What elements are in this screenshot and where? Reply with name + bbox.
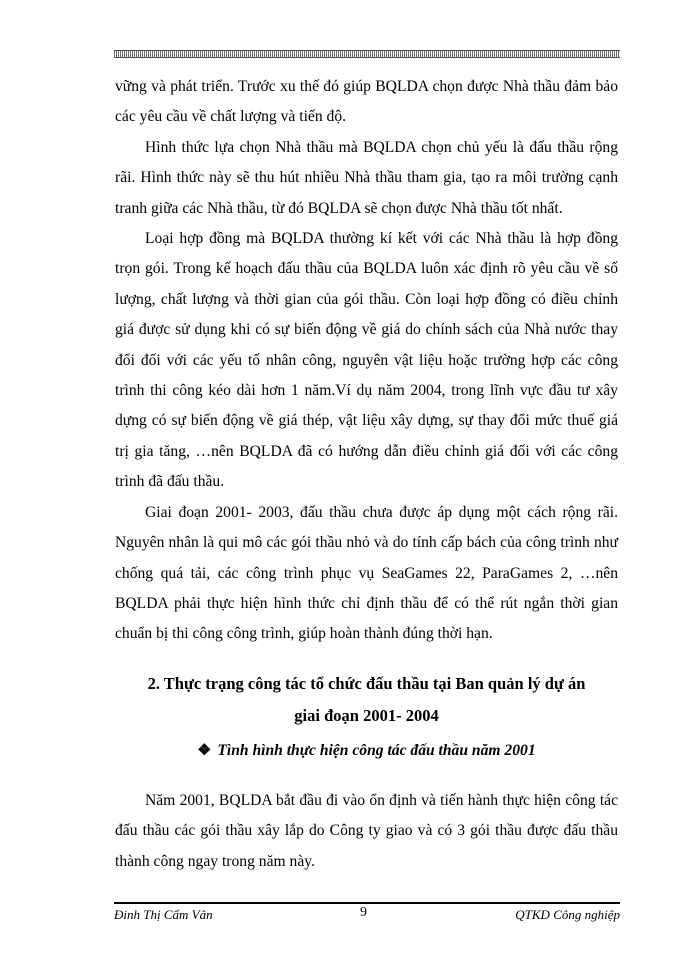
- paragraph-selection-method: Hình thức lựa chọn Nhà thầu mà BQLDA chọn chủ yếu là đấu thầu rộng rãi. Hình thức này sẽ thu hút nhiều Nhà thầu tham gia, tạo ra môi trường cạnh tranh giữa các Nhà thầu, từ đó BQLDA sẽ chọn được Nhà thầu tốt nhất.: [115, 138, 618, 217]
- subsection-heading: [115, 736, 618, 766]
- header-rule: [114, 50, 620, 58]
- footer-page-number: 9: [360, 905, 367, 920]
- footer-department: QTKD Công nghiệp: [515, 907, 620, 922]
- paragraph-continuation: vững và phát triển. Trước xu thế đó giúp BQLDA chọn được Nhà thầu đảm bảo các yêu cầu về chất lượng và tiến độ.: [115, 78, 618, 126]
- paragraph-period-2001-2003: Giai đoạn 2001- 2003, đấu thầu chưa được áp dụng một cách rộng rãi. Nguyên nhân là qui mô các gói thầu nhỏ và do tính cấp bách của công trình như chống quá tải, các công trình phục vụ SeaGames 22, ParaGames 2, …nên BQLDA phải thực hiện hình thức chỉ định thầu để có thể rút ngắn thời gian chuẩn bị thi công công trình, giúp hoàn thành đúng thời hạn.: [115, 503, 618, 643]
- footer-rule: [114, 902, 620, 904]
- page-body: [115, 72, 618, 877]
- page-footer: [114, 907, 620, 927]
- section-heading-line-2: giai đoạn 2001- 2004: [294, 705, 439, 725]
- section-heading-line-1: 2. Thực trạng công tác tổ chức đấu thầu tại Ban quản lý dự án: [147, 673, 586, 693]
- diamond-bullet-icon: ❖: [197, 741, 212, 759]
- footer-author: Đinh Thị Cẩm Vân: [114, 907, 213, 922]
- section-heading: [115, 668, 618, 732]
- subsection-heading-text: Tình hình thực hiện công tác đấu thầu năm 2001: [217, 741, 536, 759]
- paragraph-contract-type: Loại hợp đồng mà BQLDA thường kí kết với các Nhà thầu là hợp đồng trọn gói. Trong kế hoạch đấu thầu của BQLDA luôn xác định rõ yêu cầu về số lượng, chất lượng và thời gian của gói thầu. Còn loại hợp đồng có điều chỉnh giá được sử dụng khi có sự biến động về giá do chính sách của Nhà nước thay đổi đối với các yếu tố nhân công, nguyên vật liệu hoặc trường hợp các công trình thi công kéo dài hơn 1 năm.Ví dụ năm 2004, trong lĩnh vực đầu tư xây dựng có sự biến động về giá thép, vật liệu xây dựng, sự thay đổi mức thuế giá trị gia tăng, …nên BQLDA đã có hướng dẫn điều chỉnh giá đối với các công trình đã đấu thầu.: [115, 230, 618, 491]
- paragraph-year-2001: Năm 2001, BQLDA bắt đầu đi vào ổn định và tiến hành thực hiện công tác đấu thầu các gói thầu xây lắp do Công ty giao và có 3 gói thầu được đấu thầu thành công ngay trong năm này.: [115, 791, 618, 870]
